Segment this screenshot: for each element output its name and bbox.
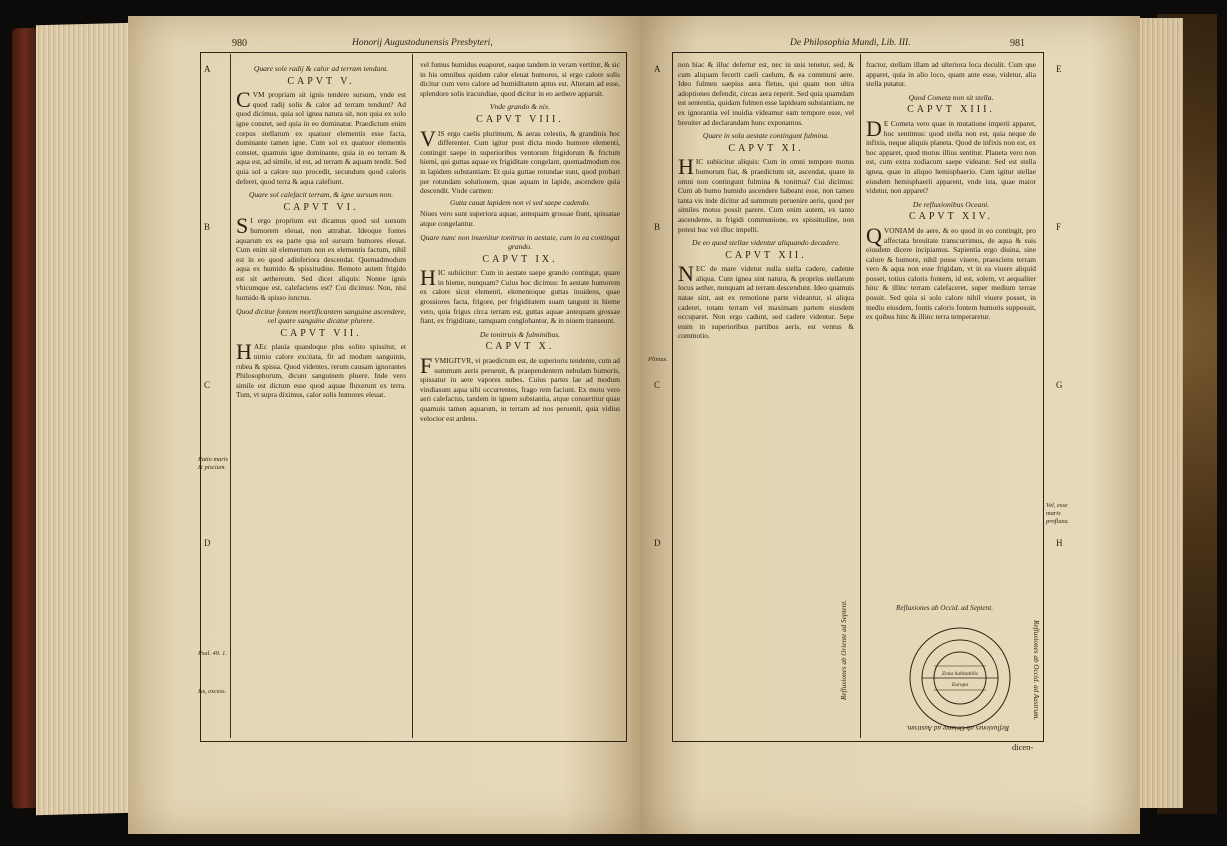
- chapter-heading: CAPVT VII.: [280, 327, 362, 339]
- right-page-number: 981: [1010, 38, 1025, 49]
- europa-label: Europa: [951, 682, 969, 688]
- page-edges-left: [36, 23, 132, 816]
- section-heading: Quare in sola aestate contingunt fulmina.: [702, 131, 830, 141]
- paragraph: non hiac & illuc defertur est, nec in suis tenetur, sed, & cum aliquam fecerit caeli caelum, & ea communi aere. Ideo fulmen saepius aera fletus, qui quam non ultra adoptiones defendit, circas aera reperit. Sed quia quamdam est sententia, quidam fulmen esse lapideam substantiam, ne ex ignorantia vel inuidia videamur eam tempore esse, vel breuiter ad declarandam hunc exponamus.: [678, 60, 854, 127]
- drop-cap: D: [866, 115, 882, 141]
- margin-letter: B: [204, 222, 211, 232]
- margin-note: Vel, esse maris profluxu.: [1046, 502, 1070, 525]
- margin-letter: G: [1056, 380, 1063, 390]
- left-page-number: 980: [232, 38, 247, 49]
- paragraph: fractor, stellam illam ad ulteriora loca deculit. Cum que apparet, quia in alio loco, quam ante esse, videtur, alia stella putatur.: [866, 60, 1036, 89]
- left-column-rule: [412, 54, 413, 738]
- drop-cap: C: [236, 87, 251, 113]
- paragraph: CVM propriam sit ignis tendere sursum, vnde est quod radij solis & calor ad terram tendunt? Ad quod dicimus, quia sol ignea natura sit, non quia ex solo igne constet, sed quia in eo dominatur. Praedictum enim corpus stellarum ex quatuor elementis esse facta, dominante tamen igne. Cum sol ex quatuor elementis constet, quamuis igne dominante, quia in eo terram & aqua est, ad simile, id est, ad terram & aquam tendit. Sed quia sol a calore suo procedit, secundum quod caloris deferet, quod terra & aqua calefiunt.: [236, 87, 406, 186]
- left-column-2: [420, 60, 620, 736]
- paragraph: HIC subiicitur aliquis: Cum in omni tempore motus humorum fiat, & praedictum sit, ascendat, quare in omni non contingunt fulmina & tonitrua? Cui dicimus: Cum ab humo humido ascendere habeant esse, non tamen tanta vis inde dicitur ad summum peruenire aeris, quod per similes motus possit parere. Cum enim autem, ex tanto ascendente, in frigidi communione, ex spissitudine, non potest huc vel illuc impelli.: [678, 154, 854, 234]
- section-heading: Quare sole radij & calor ad terram tendant.: [253, 64, 389, 73]
- right-column-2: [866, 60, 1036, 590]
- margin-letter: C: [204, 380, 211, 390]
- catchword: dicen-: [1012, 742, 1034, 752]
- section-heading: De refluxionibus Oceani.: [912, 199, 990, 209]
- drop-cap: F: [420, 353, 433, 379]
- drop-cap: H: [678, 154, 694, 180]
- section-heading: De tonitruis & fulminibus.: [479, 329, 561, 339]
- margin-letter: A: [204, 64, 211, 74]
- chapter-heading: CAPVT VI.: [283, 201, 359, 213]
- margin-note: Plinius.: [648, 356, 668, 363]
- zone-label: Zona habitabilis: [941, 671, 979, 677]
- ocean-refluxion-diagram: [890, 618, 1030, 738]
- right-running-title: De Philosophia Mundi, Lib. III.: [790, 38, 911, 48]
- left-column-1: [236, 60, 406, 736]
- left-margin-rule: [230, 54, 231, 738]
- margin-note: Ratio maris & piscium.: [198, 456, 229, 471]
- drop-cap: H: [236, 339, 252, 365]
- verse-line: Gutta cauat lapidem non vi sed saepe cadendo.: [450, 197, 590, 207]
- margin-note: Iss, excess.: [198, 688, 227, 695]
- right-column-1: [678, 60, 854, 736]
- margin-letter: A: [654, 64, 661, 74]
- drop-cap: S: [236, 213, 249, 239]
- paragraph: QVONIAM de aere, & eo quod in eo contingit, pro affectata breuitate transcurrimus, de aqua & suis eiusdem dicere incipiamus. Sapientia ergo diuina, sine calore & humore, nihil posse viuere, praesciens terram vero & aqua non esse frigidam, vt in ea viuere aliquid posset, totius caloris fontem, id est, solem, vt aequaliter hinc & illinc terram calefaceret, super medium terrae posuit. Sed quia si solo calore nihil viuere posset, in medio eiusdem, fontis caloris fontem humoris supposuit, ex quibus hinc & illinc terra temperaretur.: [866, 222, 1036, 322]
- margin-letter: B: [654, 222, 661, 232]
- paragraph: S I ergo proprium est dicamus quod sol sursum humorem eleuat, non attrahat. Ideoque fontes aquarum ex ea parte qua sol sursum humores eleuat. Cum enim sit elementum non ex elementis factum, nihil est in eo quod adinferiora descendat. Quemadmodum aqua ex humido & spissitudine. Remoto autem frigido est sit aethereum. Sed dicet aliquis: Nonne ignis vbicumque est, calefaciens est? Cui dicimus: Non, nisi humido & spisso iunctus.: [236, 213, 406, 303]
- section-heading: Quare nunc non inuenitur tonitrus in aestate, cum in ea contingat grando.: [420, 232, 620, 252]
- margin-letter: C: [654, 380, 661, 390]
- paragraph: HIC subiicitur: Cum in aestate saepe grando contingat, quare in hieme, nunquam? Cuius hoc dicimus: In aestate humorem ex calore sicut elementi, elementoque guttas inuidens, quae grossiores facta, frigore, per frigiditatem suam tangunt in hieme vero, quia frigus circa terram est, guttas aquae antequam grossae fiant, ex frigiditate, tamquam conglobantur, & in niuem transeunt.: [420, 265, 620, 326]
- section-heading: Quod dicitur fontem mortificantem sanguine ascendere, vel quare sanguine dicatur plurere.: [236, 306, 406, 326]
- chapter-heading: CAPVT XIV.: [908, 211, 994, 223]
- chapter-heading: CAPVT V.: [287, 75, 355, 87]
- diagram-left-label: Refluxiones ab Oriente ad Septent.: [840, 599, 848, 700]
- chapter-heading: CAPVT IX.: [482, 253, 558, 265]
- paragraph: FVMIGITVR, vi praedictum est, de superioris tendente, cum ad summum aeris peruenit, & praependentem nebulam humoris, spissatur in aere vapores nubes. Cuius partes lae ad modum vindiasum aqua sibi occurrentes, frago rem faciunt. Ex motu vero aeri calefactus, tandem in ignem substantia, atque conuertitur quae quamuis tamen aquarum, in terram ad nos peruenit, quia vidius velocior est ardens.: [420, 353, 620, 423]
- chapter-heading: CAPVT VIII.: [476, 113, 564, 125]
- paragraph: D E Cometa vero quae in mutatione imperii apparet, hoc sentimus: quod stella non est, quia neque de infixis, neque aliquis planeta. Quod de infixis non est, ex hoc apparet, quod motus illius sentitur. Planeta vero non est, cum extra zodiacum saepe videatur. Sed est stella ignea, quae in aliquo hemisphaerio. Cum igitur stellae eiusdem hemisphaerii apparent, vnde ista, quae maior videtur, non apparet?: [866, 115, 1036, 196]
- section-heading: Vnde grando & nix.: [489, 102, 551, 112]
- margin-note: Psal. 49. 1.: [198, 650, 227, 657]
- section-heading: De eo quod stellae videntur aliquando decadere.: [692, 238, 840, 248]
- diagram-bottom-label: Refluxiones ab Oriente ad Austrum.: [906, 724, 1010, 732]
- right-column-rule: [860, 54, 861, 738]
- page-edges-right: [1135, 18, 1183, 808]
- drop-cap: N: [678, 261, 694, 287]
- drop-cap: H: [420, 265, 436, 291]
- margin-letter: H: [1056, 538, 1063, 548]
- paragraph: H AEc plauia quandoque plus solito spissitur, et nimio calore excitata, fit ad modum sanguinis, rubea & spissa. Quod videntes, rerum causam ignorantes Philosophorum, dicunt sanguinem pluere. Inde vero simile est dictum esse quod aquae fluxerunt ex terra. Tum, vt supra diximus, calor solis humores eleuat.: [236, 339, 406, 400]
- paragraph: VIS ergo caelis plurimum, & aeras celestis, & grandinis hoc differenter. Cum igitur post dicta modo humore elementi, contingit saepe in superioribus ventorum frigidorum & frictum hiemi, qui guttas aquae ex frigiditate congelant, quemadmodum ros in lapidem substantiam: Et quia guttae rotundae sunt, quod probari per rotundam solutionem, quae aquam in lapide, ascendere quia descendit. Vnde carmen:: [420, 125, 620, 196]
- paragraph: NEC de mare videtur nulla stella cadere, cadente aliqua. Cum ignea sint natura, & proprius stellarum locus aether, nunquam ad terram descendunt. Ideo quamuis natae sint, aut ex remotione parte videantur, si aliqua caderet, totam terram vel maximam partem eiusdem occuparet. Non ergo cadunt, sed cadere videntur. Sepe enim in superioribus partibus aeris, est ventus & commotio.: [678, 261, 854, 341]
- margin-letter: F: [1056, 222, 1062, 232]
- paragraph: Niues vero sunt superiora aquae, antequam grossae fiunt, spissatae atque congelantur.: [420, 209, 620, 228]
- paragraph: vel fumus humidus euaporet, eaque tandem in veram vertitur, & sic in his omnibus quidem calor eleuat humores, si ergo calore solis dicitur cum vero calore ad humiditatem aptus est. Alteram ad esse, splendore solis iracundiae, quod dicitur in eo aethere apparuit.: [420, 60, 620, 98]
- margin-letter: D: [204, 538, 211, 548]
- chapter-heading: CAPVT X.: [485, 341, 555, 353]
- drop-cap: Q: [866, 222, 882, 248]
- section-heading: Quod Cometa non sit stella.: [908, 92, 994, 102]
- diagram-title: Refluxiones ab Occid. ad Septent.: [896, 604, 994, 612]
- section-heading: Quare sol calefacit terram, & igne sursum non.: [248, 190, 394, 200]
- diagram-right-label: Refluxiones ab Occid. ad Austrum.: [1032, 620, 1040, 721]
- margin-letter: D: [654, 538, 661, 548]
- chapter-heading: CAPVT XII.: [725, 249, 807, 261]
- margin-letter: E: [1056, 64, 1062, 74]
- chapter-heading: CAPVT XIII.: [907, 104, 995, 116]
- drop-cap: V: [420, 125, 436, 151]
- chapter-heading: CAPVT XI.: [728, 142, 804, 154]
- left-running-title: Honorij Augustodunensis Presbyteri,: [352, 38, 493, 48]
